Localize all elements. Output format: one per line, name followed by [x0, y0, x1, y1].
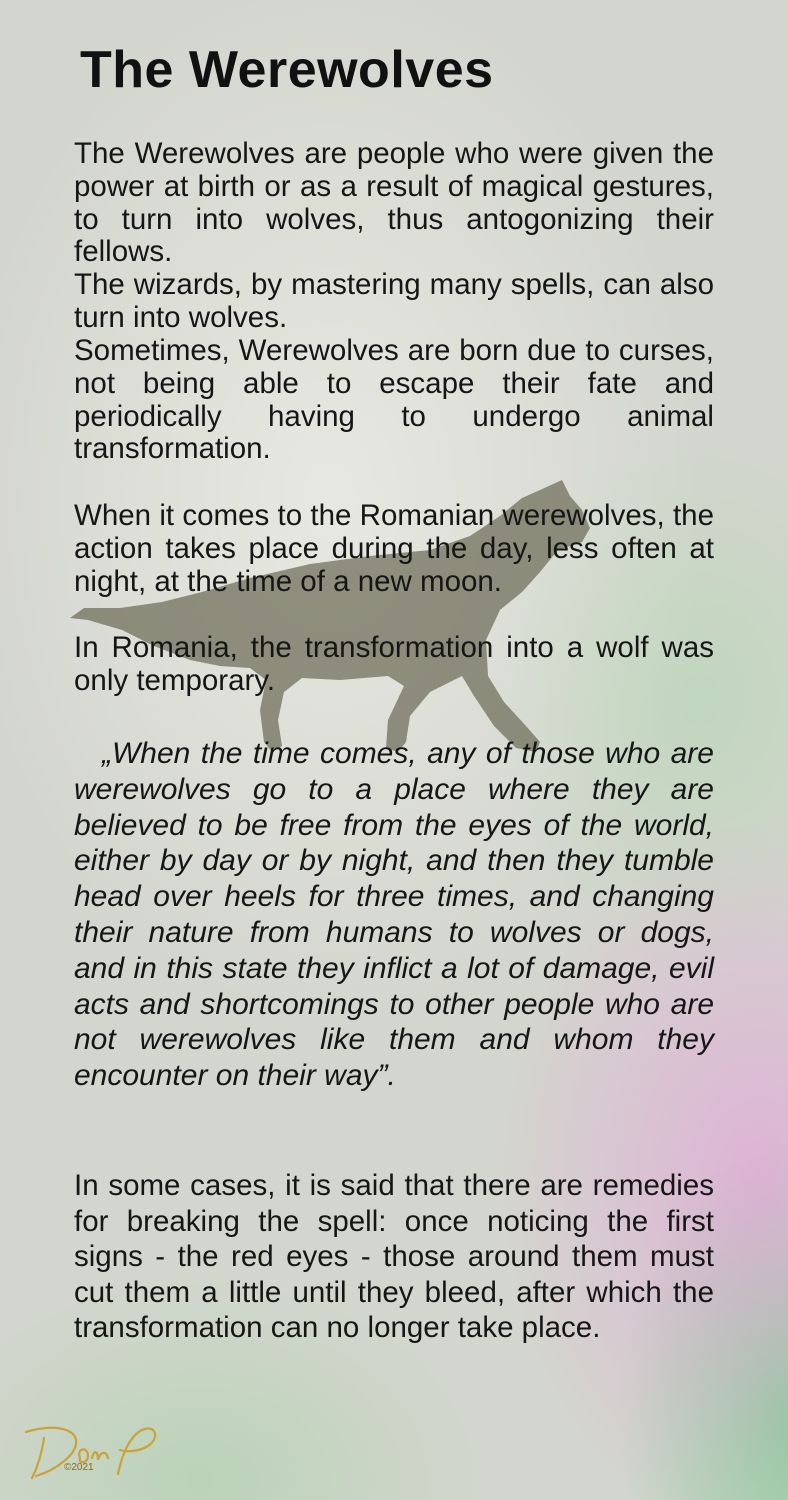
quote-text: „When the time comes, any of those who are werewolves go to a place where they are believed to be free from the eyes of the world, either by day or by night, and then they tumble head over heels for three times, and changing their nature from humans to wolves or dogs, and in this state they inflict a lot of damage, evil acts and shortcomings to other people who are not werewolves like them and whom they encounter on their way”.	[74, 737, 714, 1093]
paragraph-temporary-transformation: In Romania, the transformation into a wolf was only temporary.	[74, 631, 714, 697]
signature-year: ©2021	[64, 1462, 94, 1473]
page-title: The Werewolves	[80, 41, 494, 99]
paragraph-wizards: The wizards, by mastering many spells, can also turn into wolves.	[74, 268, 714, 334]
paragraph-romanian-werewolves: When it comes to the Romanian werewolves, the action takes place during the day, less often at night, at the time of a new moon.	[74, 499, 714, 598]
paragraph-curses: Sometimes, Werewolves are born due to curses, not being able to escape their fate and periodically having to undergo animal transformation.	[74, 334, 714, 466]
paragraph-remedies: In some cases, it is said that there are remedies for breaking the spell: once noticing the first signs - the red eyes - those around them must cut them a little until they bleed, after which the transformation can no longer take place.	[74, 1169, 714, 1344]
paragraph-definition: The Werewolves are people who were given the power at birth or as a result of magical gestures, to turn into wolves, thus antogonizing their fellows.	[74, 137, 714, 269]
quote-block	[74, 736, 714, 1094]
